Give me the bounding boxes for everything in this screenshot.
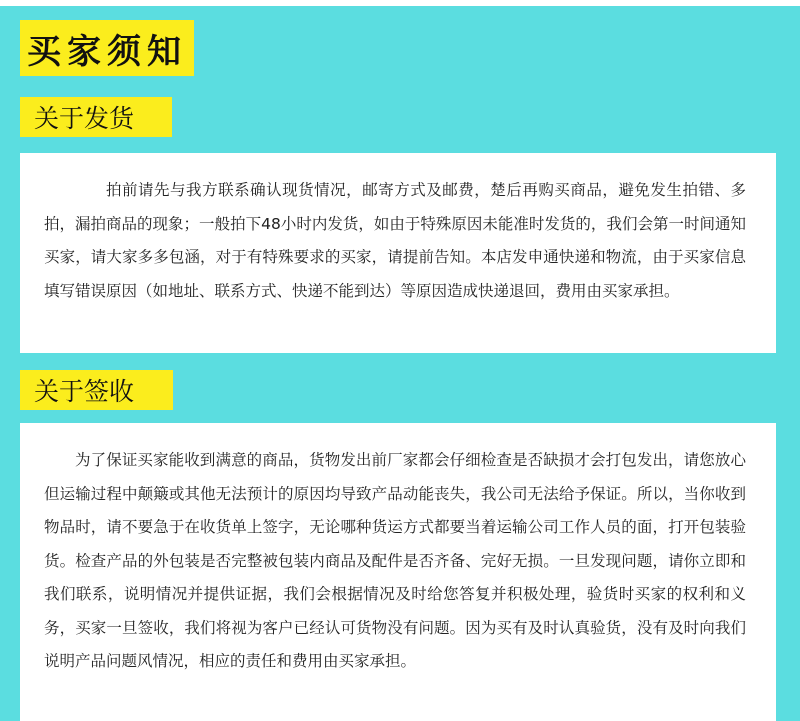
page-title: 买家须知 bbox=[20, 20, 194, 76]
receipt-text: 为了保证买家能收到满意的商品，货物发出前厂家都会仔细检查是否缺损才会打包发出，请您放心但运输过程中颠簸或其他无法预计的原因均导致产品动能丧失，我公司无法给予保证。所以，当你收到物品时，请不要急于在收货单上签字，无论哪种货运方式都要当着运输公司工作人员的面，打开包装验货。检查产品的外包装是否完整被包装内商品及配件是否齐备、完好无损。一旦发现问题，请你立即和我们联系，说明情况并提供证据，我们会根据情况及时给您答复并积极处理，验货时买家的权利和义务，买家一旦签收，我们将视为客户已经认可货物没有问题。因为买有及时认真验货，没有及时向我们说明产品问题风情况，相应的责任和费用由买家承担。 bbox=[44, 451, 746, 670]
top-white-strip bbox=[0, 0, 800, 6]
section-heading-receipt: 关于签收 bbox=[20, 370, 173, 410]
shipping-text: 拍前请先与我方联系确认现货情况，邮寄方式及邮费，楚后再购买商品，避免发生拍错、多拍，漏拍商品的现象；一般拍下48小时内发货，如由于特殊原因未能准时发货的，我们会第一时间通知买家，请大家多多包涵，对于有特殊要求的买家，请提前告知。本店发申通快递和物流，由于买家信息填写错误原因（如地址、联系方式、快递不能到达）等原因造成快递退回，费用由买家承担。 bbox=[44, 181, 746, 300]
section-body-shipping bbox=[20, 153, 776, 353]
section-heading-shipping: 关于发货 bbox=[20, 97, 172, 137]
section-body-receipt bbox=[20, 423, 776, 721]
